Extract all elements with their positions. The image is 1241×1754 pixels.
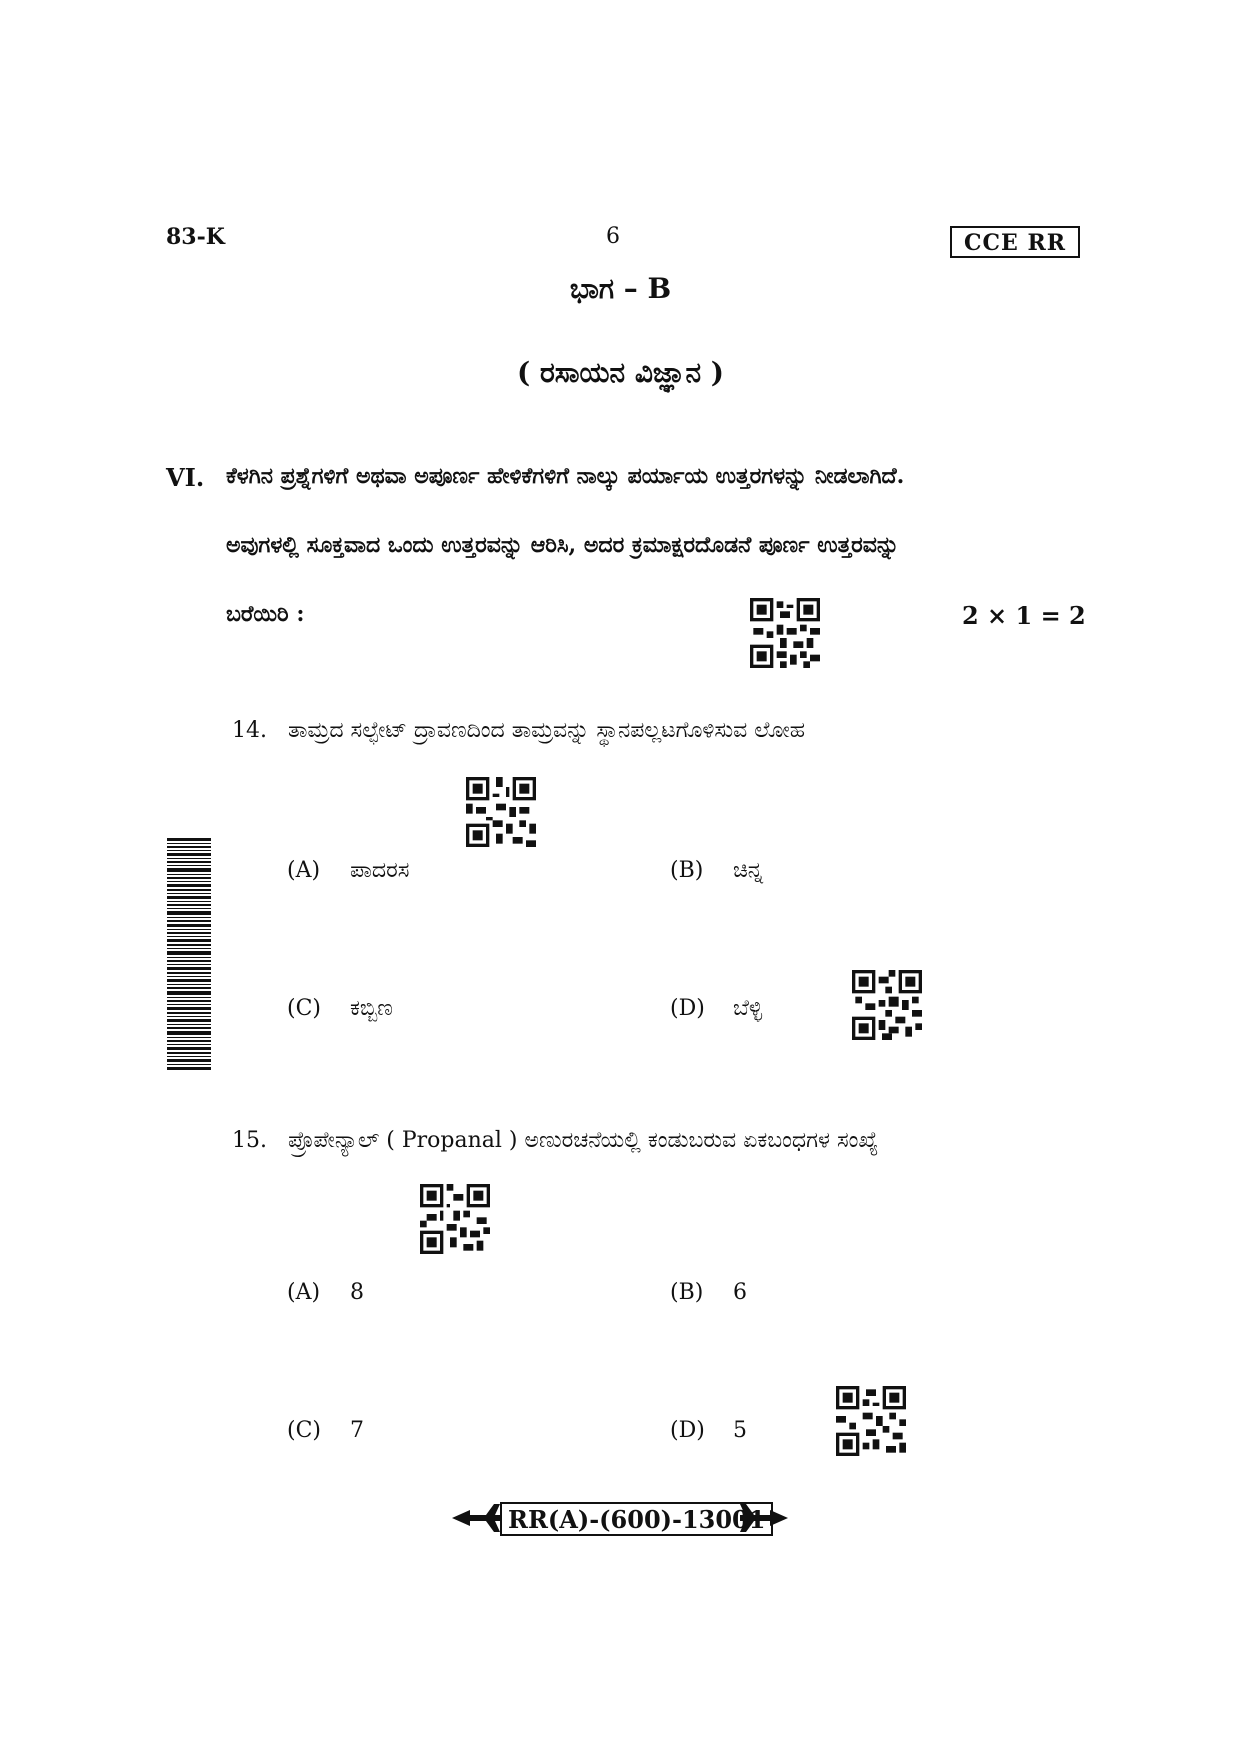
footer-code: RR(A)-(600)-13001 <box>500 1502 773 1536</box>
question-text: ಪ್ರೊಪೇನ್ಯಾಲ್ ( Propanal ) ಅಣುರಚನೆಯಲ್ಲಿ ಕಂಡುಬರುವ ಏಕಬಂಧಗಳ ಸಂಖ್ಯೆ <box>288 1128 879 1153</box>
qr-code-icon <box>420 1184 490 1254</box>
barcode-icon <box>167 838 211 1070</box>
qr-code-icon <box>466 777 536 847</box>
section-marks: 2 × 1 = 2 <box>962 601 1086 630</box>
left-plane-icon <box>452 1504 500 1532</box>
option-label: (A) <box>287 1280 321 1305</box>
subject-title: ( ರಸಾಯನ ವಿಜ್ಞಾನ ) <box>516 356 725 389</box>
question-number: 15. <box>232 1128 267 1153</box>
page-number: 6 <box>606 224 620 249</box>
instruction-line-1: ಕೆಳಗಿನ ಪ್ರಶ್ನೆಗಳಿಗೆ ಅಥವಾ ಅಪೂರ್ಣ ಹೇಳಿಕೆಗಳಿಗೆ ನಾಲ್ಕು ಪರ್ಯಾಯ ಉತ್ತರಗಳನ್ನು ನೀಡಲಾಗಿದೆ. <box>226 463 905 489</box>
series-badge: CCE RR <box>950 226 1080 258</box>
option-value: ಬೆಳ್ಳಿ <box>733 996 763 1021</box>
section-number: VI. <box>166 463 205 492</box>
option-label: (D) <box>670 1418 705 1443</box>
option-value: 5 <box>733 1418 747 1443</box>
instruction-line-3: ಬರೆಯಿರಿ : <box>226 601 305 627</box>
qr-code-icon <box>750 598 820 668</box>
paper-code: 83-K <box>166 224 225 250</box>
option-label: (B) <box>670 1280 704 1305</box>
option-value: ಪಾದರಸ <box>350 858 410 883</box>
option-label: (B) <box>670 858 704 883</box>
option-label: (D) <box>670 996 705 1021</box>
option-label: (C) <box>287 1418 321 1443</box>
option-value: 6 <box>733 1280 747 1305</box>
qr-code-icon <box>836 1386 906 1456</box>
option-label: (C) <box>287 996 321 1021</box>
option-label: (A) <box>287 858 321 883</box>
qr-code-icon <box>852 970 922 1040</box>
option-value: 8 <box>350 1280 364 1305</box>
option-value: 7 <box>350 1418 364 1443</box>
question-text: ತಾಮ್ರದ ಸಲ್ಫೇಟ್ ದ್ರಾವಣದಿಂದ ತಾಮ್ರವನ್ನು ಸ್ಥಾನಪಲ್ಲಟಗೊಳಿಸುವ ಲೋಹ <box>288 718 805 743</box>
part-title: ಭಾಗ – B <box>569 272 672 305</box>
option-value: ಚಿನ್ನ <box>733 858 763 883</box>
question-number: 14. <box>232 718 267 743</box>
instruction-line-2: ಅವುಗಳಲ್ಲಿ ಸೂಕ್ತವಾದ ಒಂದು ಉತ್ತರವನ್ನು ಆರಿಸಿ, ಅದರ ಕ್ರಮಾಕ್ಷರದೊಡನೆ ಪೂರ್ಣ ಉತ್ತರವನ್ನು <box>226 532 900 558</box>
option-value: ಕಬ್ಬಿಣ <box>350 996 393 1021</box>
